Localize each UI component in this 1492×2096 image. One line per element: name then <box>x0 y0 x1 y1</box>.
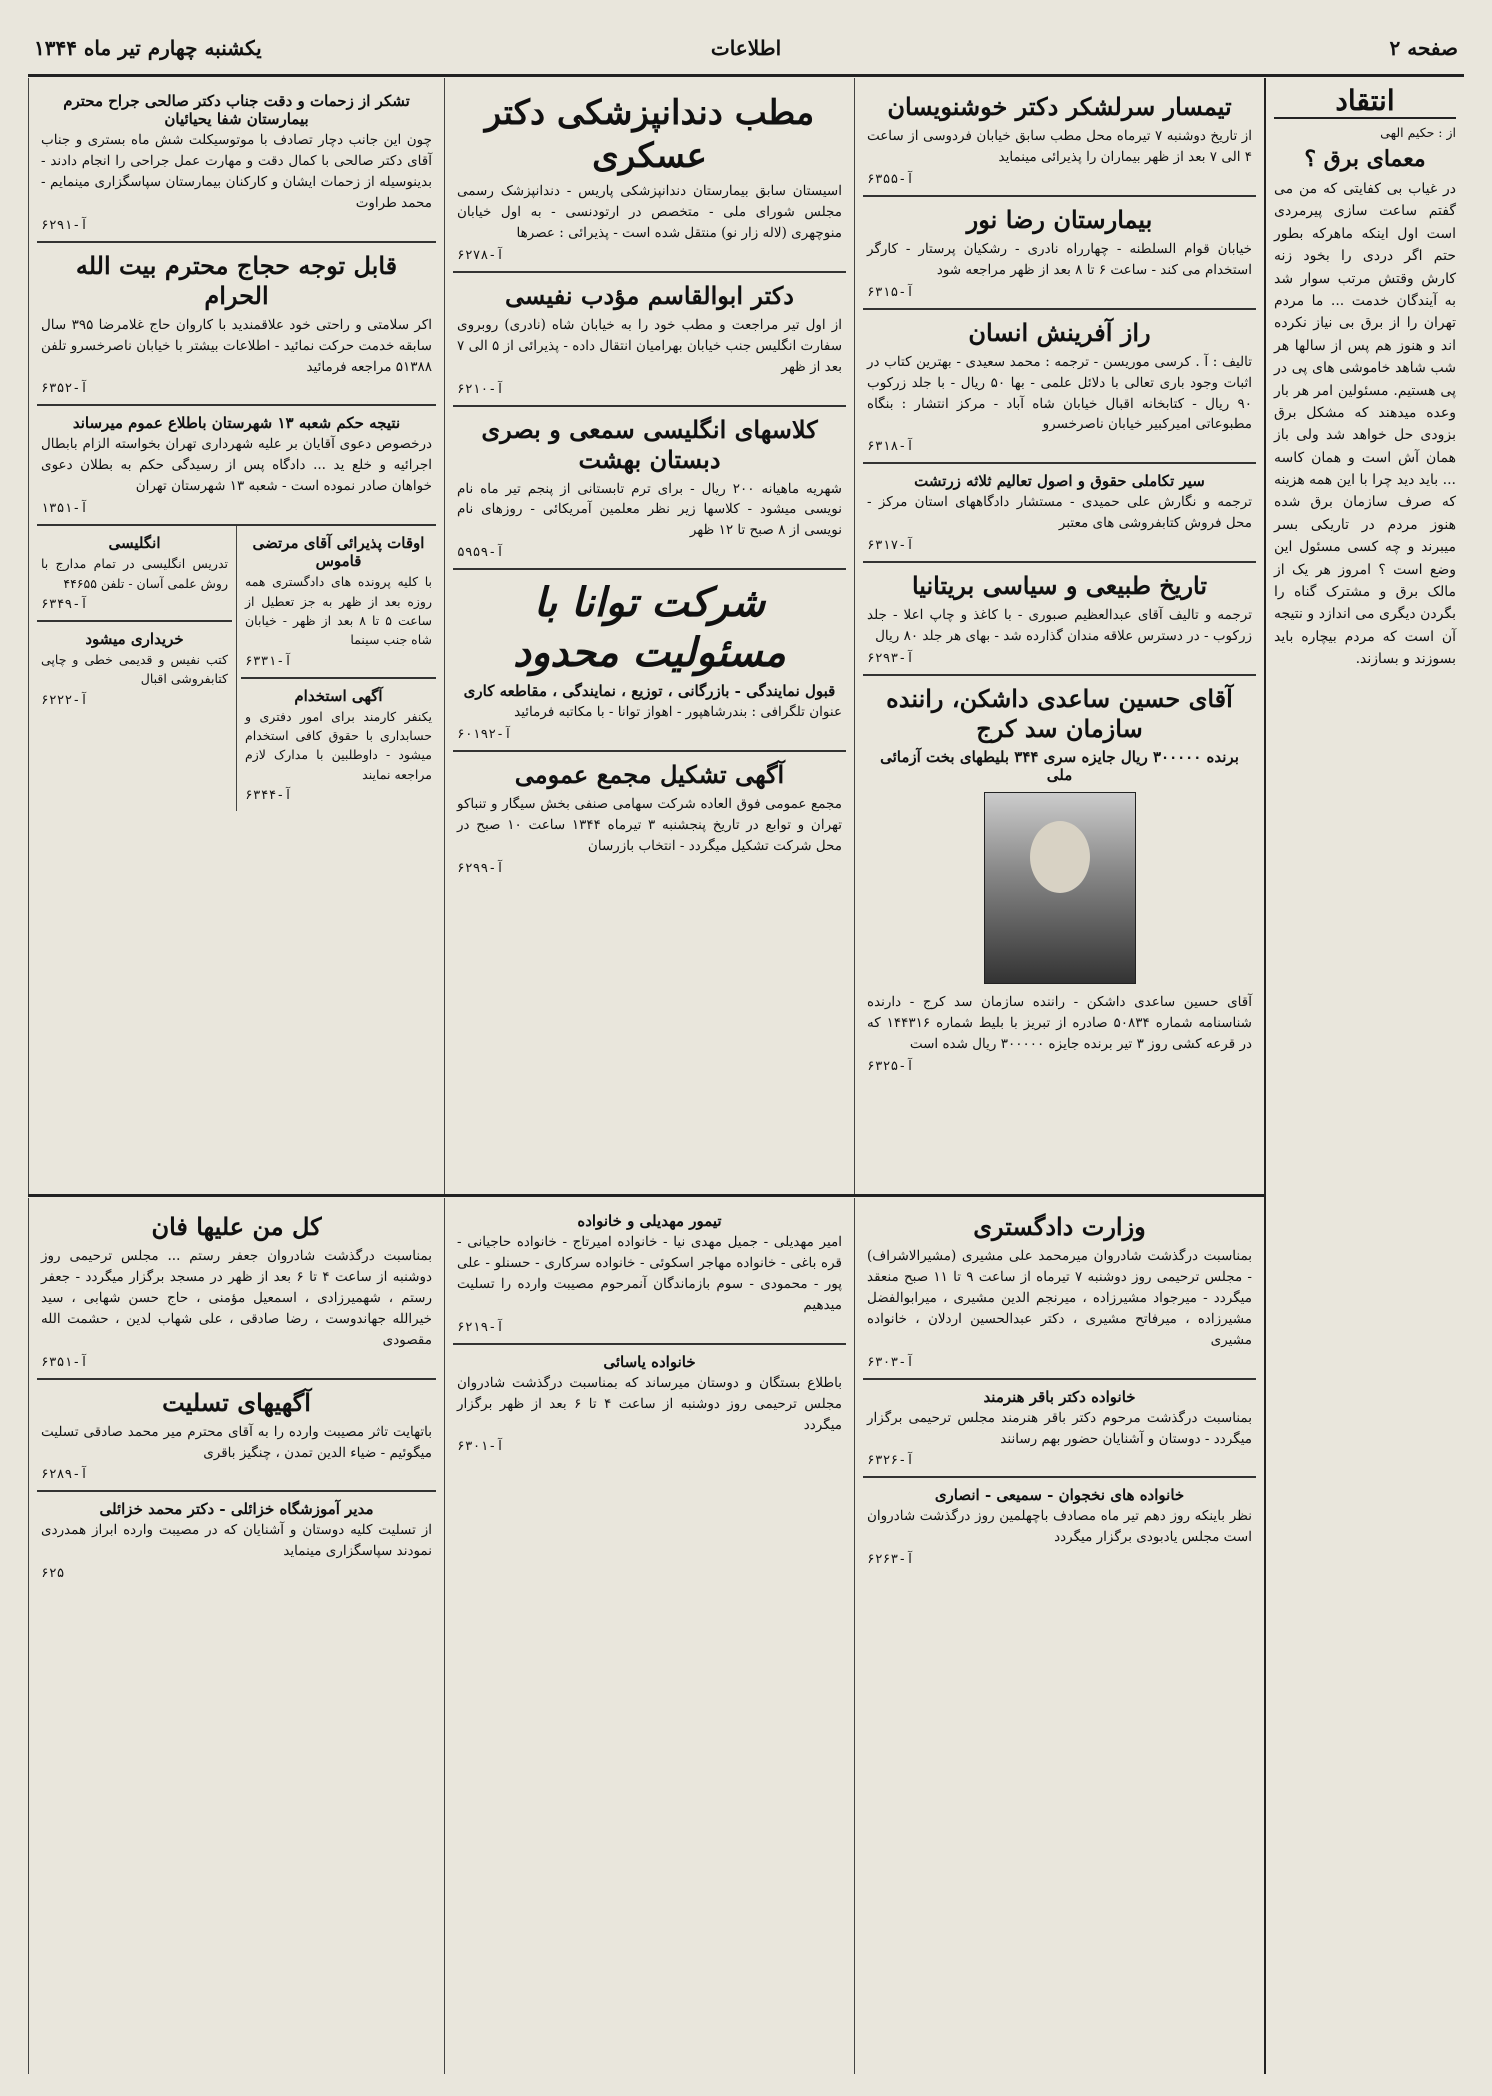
ad-title: خانواده دکتر باقر هنرمند <box>983 1387 1136 1406</box>
small-ads-left <box>37 526 236 811</box>
ad-code: آ-۶۲۹۳ <box>867 651 914 667</box>
ads-column-4 <box>28 78 444 1194</box>
masthead <box>28 22 1464 77</box>
condolence-honarmand <box>863 1380 1256 1479</box>
ad-title: قابل توجه حجاج محترم بیت الله الحرام <box>75 250 398 310</box>
ad-body: با کلیه پرونده های دادگستری همه روزه بعد از ظهر به جز تعطیل از ساعت ۵ تا ۸ بعد از ظهر - خیابان شاه جنب سینما <box>245 574 432 648</box>
ads-column-3 <box>444 78 854 1194</box>
critique-column <box>1264 78 1464 2074</box>
ad-behesht-school <box>453 407 846 571</box>
ad-title: آگهیهای تسلیت <box>162 1387 311 1417</box>
ad-title: مطب دندانپزشکی دکتر عسکری <box>484 93 815 176</box>
ad-body: باطلاع بستگان و دوستان میرساند که بمناسبت درگذشت شادروان مجلس ترحیمی روز دوشنبه از ساعت ۴ تا ۶ بعد از ظهر برگزار میگردد <box>457 1374 842 1433</box>
ad-code: آ-۶۲۱۰ <box>457 381 504 397</box>
ad-code: آ-۶۰۱۹۲ <box>457 727 512 743</box>
ad-title: خانواده یاسائی <box>603 1352 696 1371</box>
ad-title: نتیجه حکم شعبه ۱۳ شهرستان باطلاع عموم میرساند <box>72 414 401 433</box>
condolence-mahdili <box>453 1204 846 1345</box>
ad-britain-history <box>863 563 1256 676</box>
page-number: صفحه ۲ <box>1389 36 1458 60</box>
ad-english <box>37 526 232 622</box>
ad-tavana-company <box>453 570 846 752</box>
ad-code: آ-۶۳۵۱ <box>41 1354 88 1370</box>
ad-title: اوقات پذیرائی آقای مرتضی قاموس <box>252 534 425 571</box>
ad-lottery-winner <box>863 676 1256 1082</box>
ad-buying-books <box>37 622 232 716</box>
ad-code: آ-۶۳۲۵ <box>867 1058 914 1074</box>
ad-body: از تسلیت کلیه دوستان و آشنایان که در مصیبت وارده ابراز همدردی نمودند سپاسگزاری مینماید <box>41 1522 432 1560</box>
ad-subtitle: برنده ۳۰۰۰۰۰ ریال جایزه سری ۳۴۴ بلیطهای بخت آزمائی ملی <box>880 748 1239 785</box>
ad-code: ۶۲۵ <box>41 1566 65 1582</box>
ad-code: آ-۶۳۲۶ <box>867 1453 914 1469</box>
ad-code: آ-۶۳۱۵ <box>867 284 914 300</box>
ad-title: تاریخ طبیعی و سیاسی بریتانیا <box>911 571 1208 601</box>
section-divider <box>28 1194 1264 1197</box>
newspaper-page <box>28 22 1464 2074</box>
condolence-nakhjavan <box>863 1478 1256 1575</box>
ad-code: آ-۶۲۲۲ <box>41 692 88 708</box>
ad-body: بمناسبت درگذشت شادروان جعفر رستم ... مجلس ترحیمی روز دوشنبه از ساعت ۴ تا ۶ بعد از ظهر در مسجد برگزار میگردد - جعفر رستم ، شهمیرزادی ، اسمعیل مؤمنی ، حاج حسن شهابی ، سید خیرالله جهاندوست ، رضا صادقی ، علی شهاب لدین ، حشمت الله مقصودی <box>41 1248 433 1348</box>
ad-code: آ-۶۲۱۹ <box>457 1319 504 1335</box>
ad-title: تیمسار سرلشکر دکتر خوشنویسان <box>887 92 1232 121</box>
ad-title: انگلیسی <box>108 534 161 553</box>
condolence-justice-ministry <box>863 1204 1256 1380</box>
condolence-column-3 <box>28 1198 444 2074</box>
ad-employment <box>241 679 436 812</box>
ad-general-assembly <box>453 752 846 884</box>
ad-title: مدیر آموزشگاه خزائلی - دکتر محمد خزائلی <box>99 1500 374 1519</box>
ad-zoroaster <box>863 464 1256 563</box>
ad-dr-nafisi <box>453 273 846 407</box>
ad-title: بیمارستان رضا نور <box>966 204 1153 234</box>
ad-court-verdict <box>37 406 436 526</box>
ad-body: شهریه ماهیانه ۲۰۰ ریال - برای ترم تابستانی از پنجم تیر ماه نام نویسی میشود - کلاسها زیر نظر معلمین آمریکائی - روزهای نام نویسی از ۸ صبح تا ۱۲ ظهر <box>457 480 842 539</box>
ad-code: آ-۶۳۵۲ <box>41 381 88 397</box>
ad-code: آ-۶۳۰۳ <box>867 1354 914 1370</box>
condolence-kol-man <box>37 1204 436 1380</box>
ad-body: عنوان تلگرافی : بندرشاهپور - اهواز توانا - با مکاتبه فرمائید <box>514 704 842 721</box>
ad-body: مجمع عمومی فوق العاده شرکت سهامی صنفی بخش سیگار و تنباکو تهران و توابع در تاریخ پنجشنبه ۳ تیرماه ۱۳۴۴ ساعت ۱۰ صبح در محل شرکت تشکیل میگردد - انتخاب بازرسان <box>457 796 842 855</box>
ad-title: کلاسهای انگلیسی سمعی و بصری دبستان بهشت <box>481 414 818 474</box>
small-ads-row <box>37 526 436 811</box>
ad-title: تیمور مهدیلی و خانواده <box>577 1212 722 1230</box>
ad-code: آ-۶۳۱۸ <box>867 439 914 455</box>
ad-code: آ-۶۲۶۳ <box>867 1552 914 1568</box>
ad-title: آگهی استخدام <box>294 686 383 705</box>
ad-title: شرکت توانا با مسئولیت محدود <box>513 579 786 677</box>
critique-heading: انتقاد <box>1274 84 1456 119</box>
ad-title: تشکر از زحمات و دقت جناب دکتر صالحی جراح محترم بیمارستان شفا یحیائیان <box>63 92 410 128</box>
ad-title: خریداری میشود <box>85 629 184 648</box>
ad-body: چون این جانب دچار تصادف با موتوسیکلت شش ماه بستری و جناب آقای دکتر صالحی با کمال دقت و مهارت عمل جراحی را انجام دادند - بدینوسیله از زحمات ایشان و کارکنان بیمارستان سپاسگزاری مینمایم - محمد طراوت <box>41 132 432 211</box>
ad-code: آ-۶۲۸۹ <box>41 1467 88 1483</box>
ad-body: تدریس انگلیسی در تمام مدارج با روش علمی آسان - تلفن ۴۴۶۵۵ <box>41 556 228 591</box>
ad-body: تالیف : آ . کرسی موریسن - ترجمه : محمد سعیدی - بهترین کتاب در اثبات وجود باری تعالی با دلائل علمی - بها ۵۰ ریال - با جلد زرکوب ۹۰ ریال - کتابخانه اقبال خیابان شاه آباد - مرکز انتشار : بنگاه مطبوعاتی امیرکبیر خیابان ناصرخسرو <box>867 353 1252 433</box>
winner-photo <box>984 792 1136 984</box>
ad-title: دکتر ابوالقاسم مؤدب نفیسی <box>505 280 794 310</box>
ad-thanks-dr-salehi <box>37 84 436 243</box>
ad-body: درخصوص دعوی آقایان بر علیه شهرداری تهران بخواسته الزام بابطال اجرائیه و خلع ید ... دادگاه پس از رسیدگی حکم به بطلان دعوی خواهان صادر نموده است - شعبه ۱۳ شهرستان تهران <box>41 436 432 495</box>
ad-code: آ-۶۳۴۹ <box>41 596 88 612</box>
ad-subtitle: قبول نمایندگی - بازرگانی ، توزیع ، نمایندگی ، مقاطعه کاری <box>463 682 836 701</box>
ad-ghamous <box>241 526 436 679</box>
ad-body: نظر باینکه روز دهم تیر ماه مصادف باچهلمین روز درگذشت شادروان است مجلس یادبودی برگزار میگردد <box>867 1508 1252 1546</box>
ad-title: راز آفرینش انسان <box>968 317 1151 347</box>
ad-body: از تاریخ دوشنبه ۷ تیرماه محل مطب سابق خیابان فردوسی از ساعت ۴ الی ۷ بعد از ظهر بیماران را پذیرائی مینماید <box>867 128 1252 165</box>
ad-hajj <box>37 243 436 407</box>
ad-title: سیر تکاملی حقوق و اصول تعالیم ثلاثه زرتشت <box>914 472 1205 491</box>
critique-author: از : حکیم الهی <box>1380 125 1456 140</box>
ad-title: آقای حسین ساعدی داشکن، راننده سازمان سد کرج <box>886 684 1233 744</box>
ad-body: اکر سلامتی و راحتی خود علاقمندید با کاروان حاج غلامرضا ۳۹۵ سال سابقه خدمت حرکت نمائید - اطلاعات بیشتر با خیابان ناصرخسرو تلفن ۵۱۳۸۸ مراجعه فرمائید <box>41 316 432 375</box>
ad-code: آ-۶۲۹۱ <box>41 217 88 233</box>
ad-code: آ-۶۲۷۸ <box>457 247 504 263</box>
ad-caption: آقای حسین ساعدی داشکن - راننده سازمان سد کرج - دارنده شناسنامه شماره ۵۰۸۳۴ صادره از تبریز با بلیط شماره ۱۴۴۳۱۶ که در قرعه کشی روز ۳ تیر برنده جایزه ۳۰۰۰۰۰ ریال شده است <box>867 994 1252 1052</box>
ad-code: آ-۵۹۵۹ <box>457 545 504 561</box>
ad-code: آ-۶۳۴۴ <box>245 788 292 804</box>
ad-code: آ-۶۲۹۹ <box>457 860 504 876</box>
ad-dr-askari <box>453 84 846 273</box>
ad-khoshnevisan <box>863 84 1256 197</box>
condolence-column-2 <box>444 1198 854 2074</box>
ad-body: از اول تیر مراجعت و مطب خود را به خیابان شاه (نادری) روبروی سفارت انگلیس جنب خیابان بهرامیان انتقال داده - پذیرائی از ۵ الی ۷ بعد از ظهر <box>457 316 843 375</box>
small-ads-right <box>236 526 436 811</box>
condolence-column-1 <box>854 1198 1264 2074</box>
ad-body: خیابان قوام السلطنه - چهارراه نادری - رشکیان پرستار - کارگر استخدام می کند - ساعت ۶ تا ۸ بعد از ظهر مراجعه شود <box>867 240 1252 278</box>
ad-body: یکنفر کارمند برای امور دفتری و حسابداری با حقوق کافی استخدام میشود - داوطلبین با مدارک لازم مراجعه نمایند <box>245 708 432 782</box>
ad-code: آ-۶۳۱۷ <box>867 538 914 554</box>
issue-date: یکشنبه چهارم تیر ماه ۱۳۴۴ <box>33 36 262 60</box>
ad-title: آگهی تشکیل مجمع عمومی <box>514 760 785 790</box>
ad-title: کل من علیها فان <box>151 1212 322 1241</box>
ads-column-2 <box>854 78 1264 1194</box>
critique-body: در غیاب بی کفایتی که من می گفتم ساعت سازی پیرمردی است اول اینکه ماهرکه بطور حتم اگر دردی را بخود زنه کارش وقتش مرتب سوار شد به آیندگان خدمت ... ما مردم تهران را از برق بی نیاز نکرده اند و هنوز هم پس از سالها هر شب شاهد خاموشی های پی در پی هستیم. مسئولین امر هر بار وعده میدهند که مشکل برق بزودی حل خواهد شد ولی باز همان آش است و همان کاسه ... باید دید چرا با این همه هزینه که صرف سازمان برق شده هنوز مردم در تاریکی بسر میبرند و چه کسی مسئول این وضع است ؟ امروز هر یک از مالک برق و مشترک گناه را بگردن دیگری می اندازد و نتیجه آن است که مردم بیچاره باید بسوزند و بسازند. <box>1274 181 1456 668</box>
ad-body: باتهایت تاثر مصیبت وارده را به آقای محترم میر محمد صادقی تسلیت میگوئیم - ضیاء الدین تمدن ، چنگیز باقری <box>41 1423 432 1461</box>
paper-name: اطلاعات <box>710 36 782 60</box>
ad-body: بمناسبت درگذشت شادروان میرمحمد علی مشیری (مشیرالاشراف) - مجلس ترحیمی روز دوشنبه ۷ تیرماه از ساعت ۹ تا ۱۱ صبح منعقد میگردد - میرجواد مشیرزاده ، میرنجم الدین مشیری ، میرابوالفضل مشیرزاده ، میرفاتح مشیری ، دکتر عبدالحسین اردلان ، خانواده مشیری <box>867 1248 1252 1348</box>
critique-title: معمای برق ؟ <box>1304 146 1426 172</box>
ad-body: بمناسبت درگذشت مرحوم دکتر باقر هنرمند مجلس ترحیمی برگزار میگردد - دوستان و آشنایان حضور بهم رسانند <box>867 1409 1252 1447</box>
ad-body: ترجمه و نگارش علی حمیدی - مستشار دادگاههای استان مرکز - محل فروش کتابفروشی های معتبر <box>867 494 1252 532</box>
ad-code: آ-۶۳۵۵ <box>867 171 914 187</box>
ad-title: وزارت دادگستری <box>973 1212 1146 1241</box>
condolence-khazaeli <box>37 1492 436 1589</box>
ad-reza-nour <box>863 197 1256 310</box>
ad-body: کتب نفیس و قدیمی خطی و چاپی کتابفروشی اقبال <box>41 651 228 687</box>
ad-code: آ-۶۳۳۱ <box>245 653 292 669</box>
ad-body: ترجمه و تالیف آقای عبدالعظیم صبوری - با کاغذ و چاپ اعلا - جلد زرکوب - در دسترس علاقه مندان گذارده شد - بهای هر جلد ۸۰ ریال <box>867 607 1252 645</box>
ad-code: آ-۶۳۰۱ <box>457 1439 504 1455</box>
condolence-tasliat <box>37 1380 436 1493</box>
ad-raz-afarinesh <box>863 310 1256 465</box>
ad-body: امیر مهدیلی - جمیل مهدی نیا - خانواده امیرتاج - خانواده حاجیانی - قره باغی - خانواده مهاجر اسکوئی - خانواده سرکاری - حسنلو - علی پور - محمودی - سوم بازماندگان آنمرحوم مصیبت وارده را تسلیت میدهیم <box>457 1234 842 1313</box>
ad-code: آ-۱۳۵۱ <box>41 501 88 517</box>
ad-body: اسیستان سابق بیمارستان دندانپزشکی پاریس - دندانپزشک رسمی مجلس شورای ملی - متخصص در ارتودنسی - به اول خیابان منوچهری (لاله زار نو) منتقل شده است - پذیرائی : عصرها <box>457 183 842 241</box>
ad-title: خانواده های نخجوان - سمیعی - انصاری <box>934 1486 1185 1505</box>
condolence-yasaei <box>453 1345 846 1463</box>
